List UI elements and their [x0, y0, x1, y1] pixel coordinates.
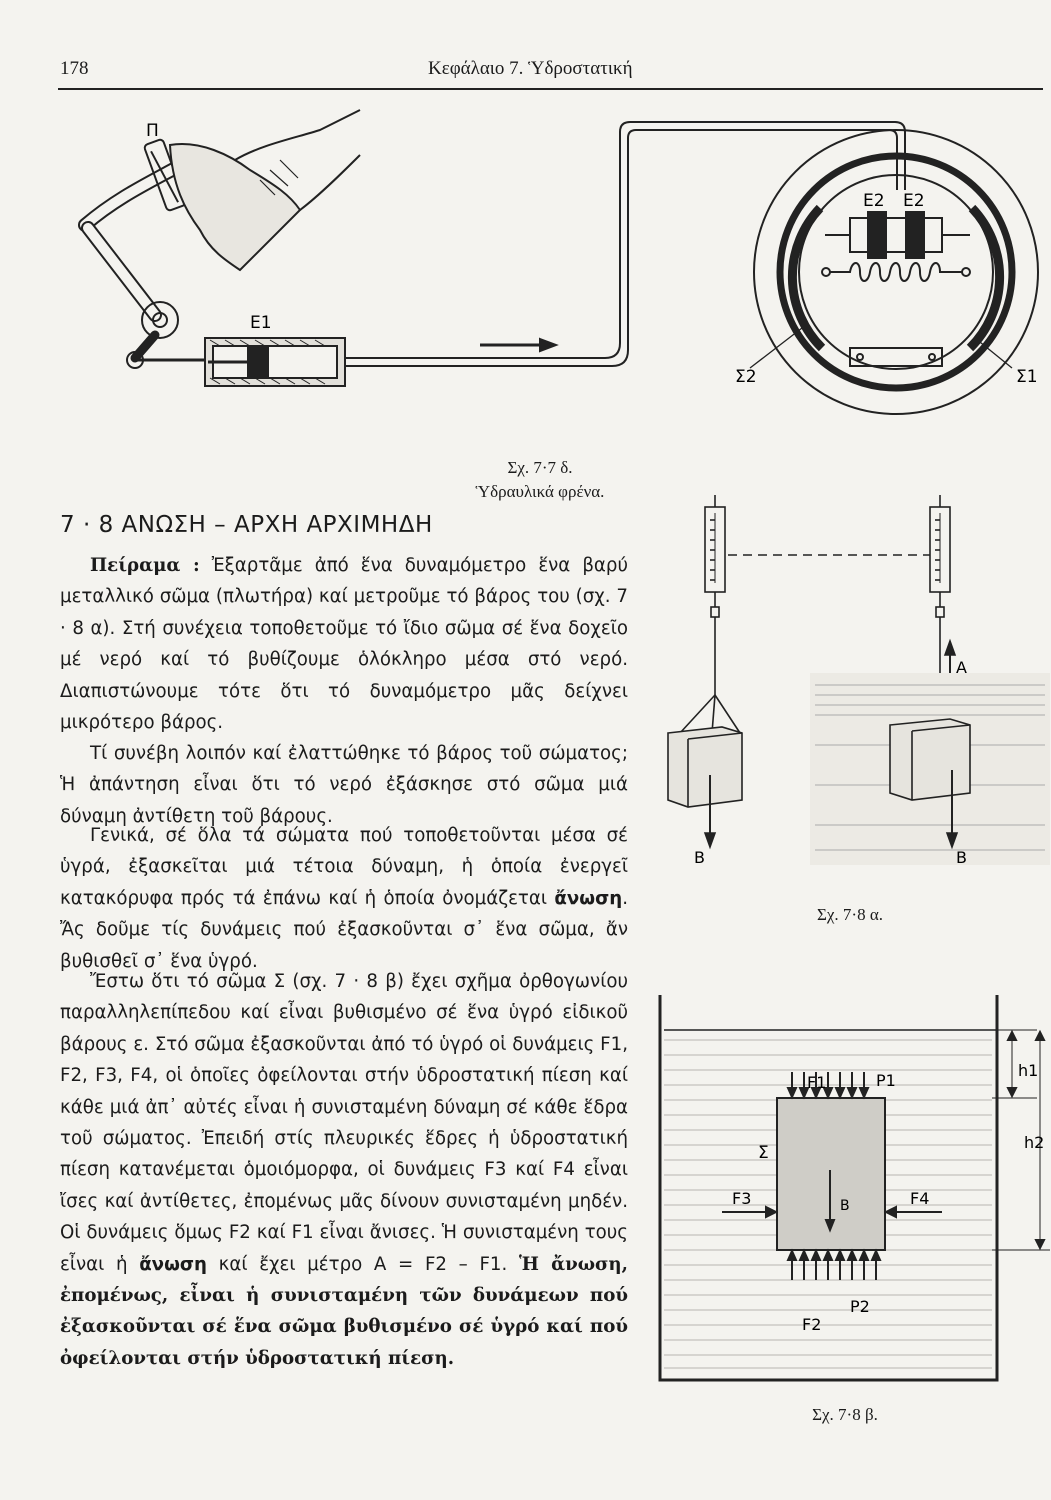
caption-fig-7-7d-number: Σχ. 7·7 δ.	[507, 458, 573, 477]
buoyancy-label: A	[956, 658, 967, 677]
caption-fig-7-8b: Σχ. 7·8 β.	[812, 1405, 878, 1424]
h2-label: h2	[1024, 1133, 1045, 1152]
f3-label: F3	[732, 1189, 752, 1208]
term-buoyancy-2: ἄνωση	[139, 1253, 207, 1275]
term-buoyancy: ἄνωση	[554, 887, 623, 909]
e1-label: Ε1	[250, 313, 272, 333]
paragraph-forces: Ἔστω ὅτι τό σῶμα Σ (σχ. 7 · 8 β) ἔχει σχῆμα ὀρθογωνίου παραλληλεπίπεδου καί εἶναι βυθισμένο σέ ἕνα ὑγρό εἰδικοῦ βάρους ε. Στό σῶμα ἐξασκοῦνται ἀπό τό ὑγρό οἱ δυνάμεις F1, F2, F3, F4, οἱ ὁποῖες ὀφείλονται στήν ὑδροστατική πίεση καί κάθε μιά ἀπ᾽ αὐτές εἶναι ἡ συνισταμένη δύναμη σέ κάθε ἕδρα τοῦ σώματος. Ἐπειδή στίς πλευρικές ἕδρες ἡ ὑδροστατική πίεση κατανέμεται ὁμοιόμορφα, οἱ δυνάμεις F3 καί F4 εἶναι ἴσες καί ἀντίθετες, ἐπομένως μᾶς δίνουν συνισταμένη μηδέν. Οἱ δυνάμεις ὅμως F2 καί F1 εἶναι ἄνισες. Ἡ συνισταμένη τους εἶναι ἡ ἄνωση καί ἔχει μέτρο A = F2 – F1. Ἡ ἄνωση, ἐπομένως, εἶναι ἡ συνισταμένη τῶν δυνάμεων πού ἐξασκοῦνται σέ ἕνα σῶμα βυθισμένο σέ ὑγρό καί πού ὀφείλονται στήν ὑδροστατική πίεση.	[60, 971, 628, 1369]
experiment-label: Πείραμα :	[90, 555, 200, 576]
p1-label: P1	[876, 1071, 896, 1090]
page-number: 178	[60, 58, 89, 79]
weight-left-label: B	[694, 848, 705, 867]
caption-fig-7-7d-title: Ὑδραυλικά φρένα.	[475, 482, 605, 501]
e2-right-label: Ε2	[903, 191, 925, 211]
weight-b-label: B	[840, 1198, 850, 1214]
paragraph-buoyancy-def: Γενικά, σέ ὅλα τά σώματα πού τοποθετοῦνται μέσα σέ ὑγρά, ἐξασκεῖται μιά τέτοια δύναμη, ἡ ὁποία ἐνεργεῖ κατακόρυφα πρός τά ἐπάνω καί ἡ ὁποία ὀνομάζεται ἄνωση. Ἄς δοῦμε τίς δυνάμεις πού ἐξασκοῦνται σ᾽ ἕνα σῶμα, ἄν βυθισθεῖ σ᾽ ἕνα ὑγρό.	[60, 825, 628, 972]
h1-label: h1	[1018, 1061, 1039, 1080]
figure-hydraulic-brakes	[60, 100, 1045, 445]
p2-label: P2	[850, 1297, 870, 1316]
caption-fig-7-8a: Σχ. 7·8 α.	[816, 905, 883, 924]
s1-label: Σ1	[1016, 367, 1038, 387]
f1-label: F1	[807, 1073, 827, 1092]
f4-label: F4	[910, 1189, 930, 1208]
figure-dynamometers	[660, 495, 1050, 870]
f2-label: F2	[802, 1315, 822, 1334]
principle-statement: Ἡ ἄνωση, ἐπομένως, εἶναι ἡ συνισταμένη τῶν δυνάμεων πού ἐξασκοῦνται σέ ἕνα σῶμα βυθισμένο σέ ὑγρό καί πού ὀφείλονται στήν ὑδροστατική πίεση.	[60, 1253, 628, 1369]
header-rule	[58, 88, 1043, 90]
figure-submerged-body	[652, 990, 1050, 1390]
paragraph-experiment: Πείραμα : Ἐξαρτᾶμε ἀπό ἕνα δυναμόμετρο ἕνα βαρύ μεταλλικό σῶμα (πλωτήρα) καί μετροῦμε τό βάρος του (σχ. 7 · 8 α). Στή συνέχεια τοποθετοῦμε τό ἴδιο σῶμα σέ ἕνα δοχεῖο μέ νερό καί τό βυθίζουμε ὁλόκληρο μέσα στό νερό. Διαπιστώνουμε τότε ὅτι τό δυναμόμετρο μᾶς δείχνει μικρότερο βάρος.	[60, 555, 628, 734]
e2-left-label: Ε2	[863, 191, 885, 211]
forces-list: F1, F2, F3, F4	[60, 1033, 628, 1087]
paragraph-question: Τί συνέβη λοιπόν καί ἐλαττώθηκε τό βάρος τοῦ σώματος; Ἡ ἀπάντηση εἶναι ὅτι τό νερό ἐξάσκησε στό σῶμα μιά δύναμη ἀντίθετη τοῦ βάρους.	[60, 743, 628, 827]
body-sigma-label: Σ	[758, 1143, 769, 1163]
s2-label: Σ2	[735, 367, 757, 387]
section-heading: 7 · 8 ΑΝΩΣΗ – ΑΡΧΗ ΑΡΧΙΜΗΔΗ	[60, 512, 433, 538]
weight-right-label: B	[956, 848, 967, 867]
pedal-label: Π	[146, 121, 159, 141]
chapter-title: Κεφάλαιο 7. Ὑδροστατική	[428, 58, 633, 79]
